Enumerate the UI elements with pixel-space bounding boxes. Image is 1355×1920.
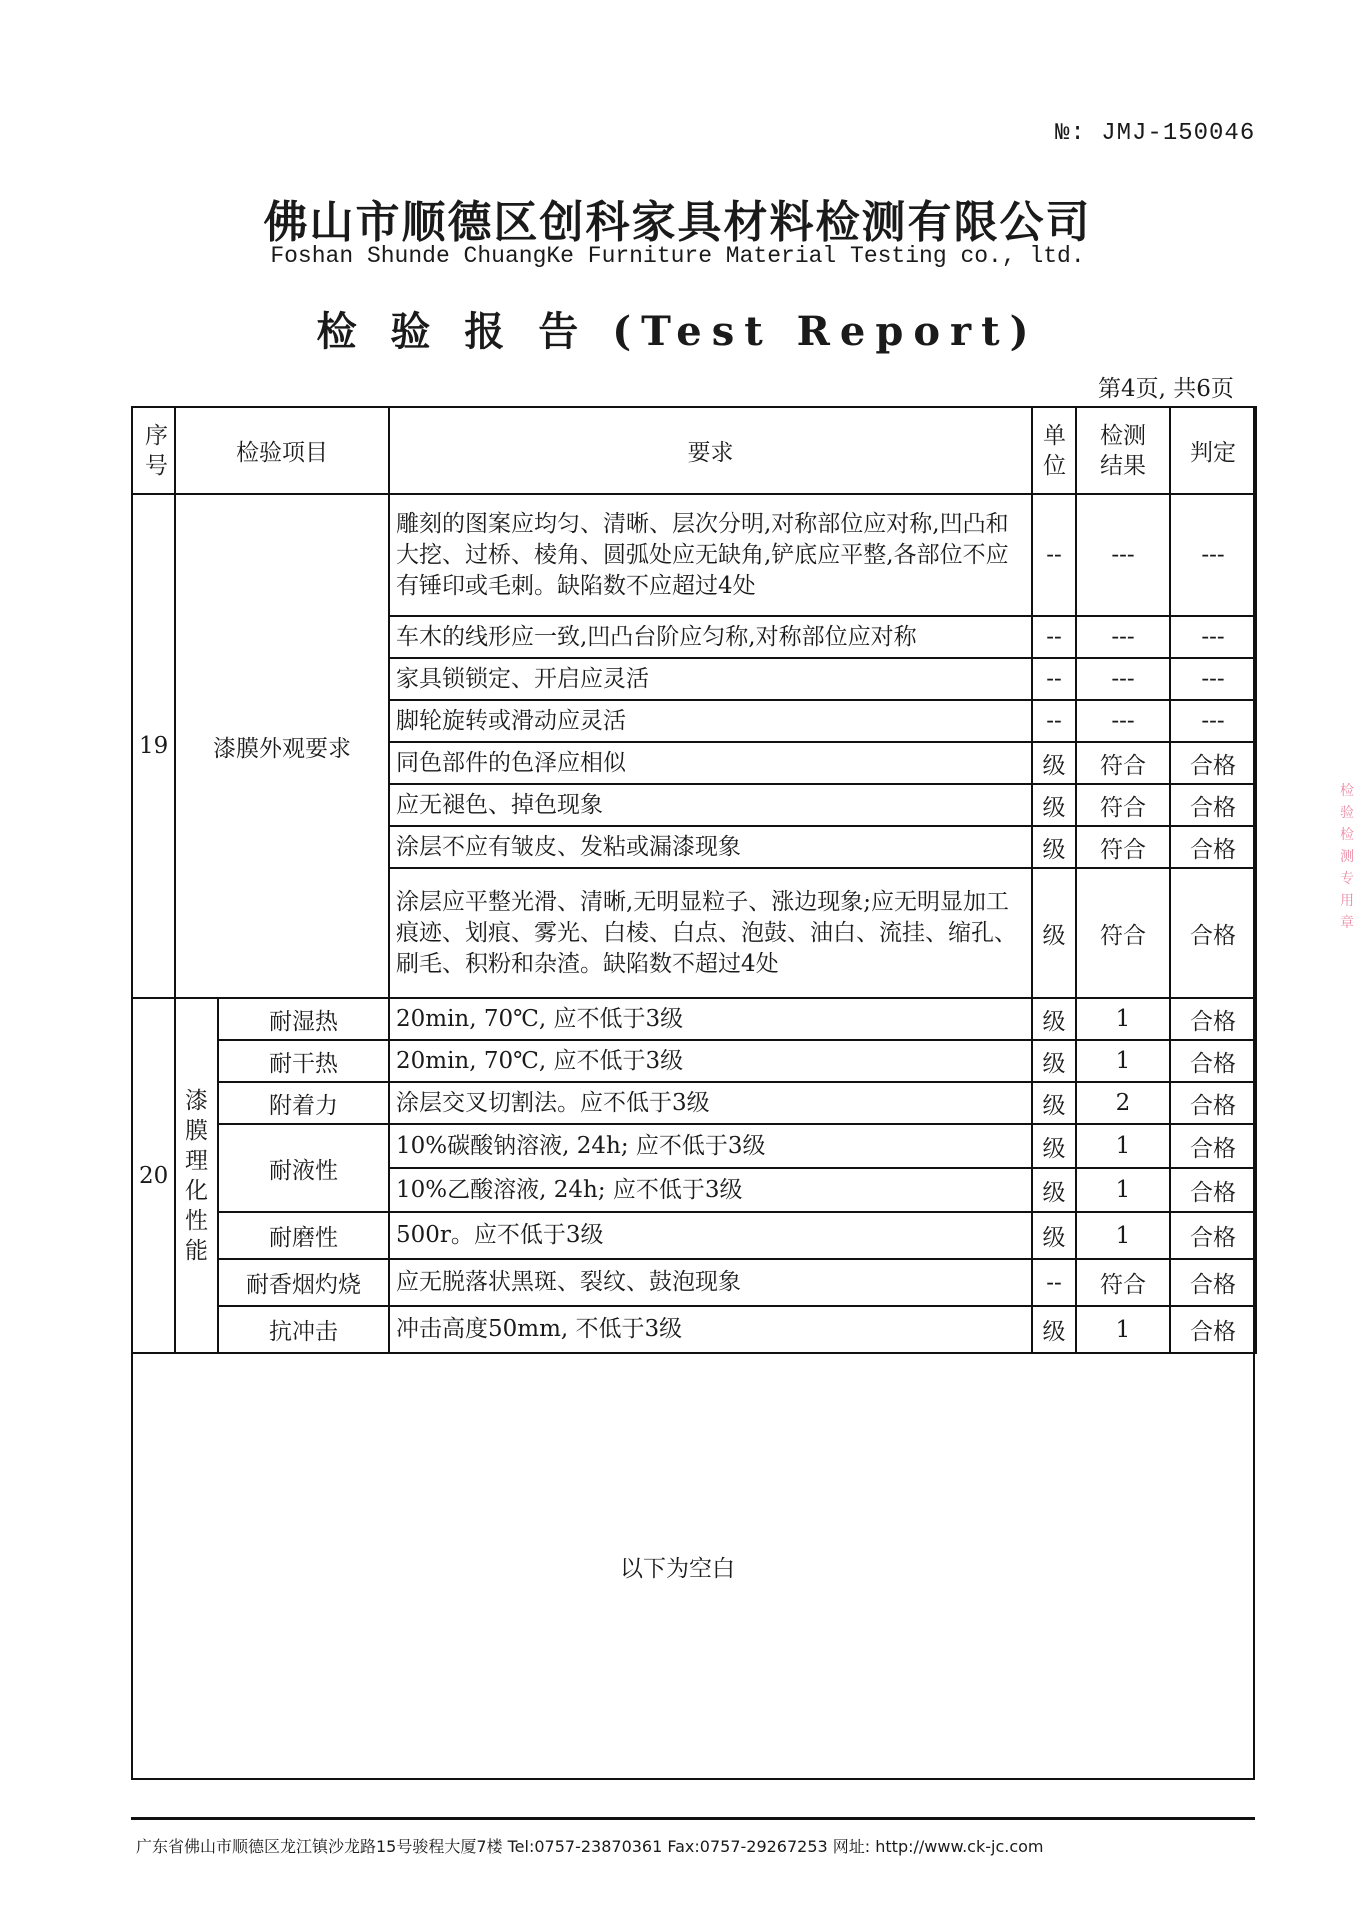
unit-cell: -- [1032, 1259, 1076, 1306]
result-cell: 符合 [1076, 784, 1170, 826]
section-19-seq: 19 [132, 494, 175, 998]
section-19-item: 漆膜外观要求 [175, 494, 389, 998]
result-cell: 1 [1076, 1124, 1170, 1168]
table-row [132, 1124, 1256, 1168]
requirement-cell: 同色部件的色泽应相似 [389, 742, 1032, 784]
requirement-cell: 应无褪色、掉色现象 [389, 784, 1032, 826]
unit-cell: -- [1032, 700, 1076, 742]
result-cell: 1 [1076, 1168, 1170, 1212]
footer-contact: 广东省佛山市顺德区龙江镇沙龙路15号骏程大厦7楼 Tel:0757-23870361 Fax:0757-29267253 网址: http://www.ck-jc.com [136, 1837, 1044, 1856]
unit-cell: 级 [1032, 998, 1076, 1040]
requirement-cell: 10%碳酸钠溶液, 24h; 应不低于3级 [389, 1124, 1032, 1168]
section-20-group-label: 漆膜理化性能 [185, 1087, 208, 1264]
verdict-cell: 合格 [1170, 826, 1256, 868]
verdict-cell: 合格 [1170, 742, 1256, 784]
unit-cell: 级 [1032, 1168, 1076, 1212]
unit-cell: 级 [1032, 742, 1076, 784]
requirement-cell: 脚轮旋转或滑动应灵活 [389, 700, 1032, 742]
unit-cell: 级 [1032, 1040, 1076, 1082]
unit-cell: -- [1032, 616, 1076, 658]
requirement-cell: 涂层交叉切割法。应不低于3级 [389, 1082, 1032, 1124]
header-verdict: 判定 [1170, 407, 1256, 494]
section-20-group [175, 998, 218, 1353]
verdict-cell: 合格 [1170, 998, 1256, 1040]
table-row [132, 998, 1256, 1040]
unit-cell: 级 [1032, 1212, 1076, 1259]
sub-item-cell: 耐液性 [218, 1124, 389, 1212]
stamp-text: 检验检测专用章 [1340, 783, 1354, 931]
requirement-cell: 应无脱落状黑斑、裂纹、鼓泡现象 [389, 1259, 1032, 1306]
result-cell: 符合 [1076, 868, 1170, 998]
sub-item-cell: 耐干热 [218, 1040, 389, 1082]
table-header-row [132, 407, 1256, 494]
requirement-cell: 涂层应平整光滑、清晰,无明显粒子、涨边现象;应无明显加工痕迹、划痕、雾光、白棱、白点、泡鼓、油白、流挂、缩孔、刷毛、积粉和杂渣。缺陷数不超过4处 [389, 868, 1032, 998]
verdict-cell: 合格 [1170, 1124, 1256, 1168]
requirement-cell: 冲击高度50mm, 不低于3级 [389, 1306, 1032, 1353]
requirement-cell: 车木的线形应一致,凹凸台阶应匀称,对称部位应对称 [389, 616, 1032, 658]
unit-cell: 级 [1032, 784, 1076, 826]
result-cell: 2 [1076, 1082, 1170, 1124]
header-item: 检验项目 [175, 407, 389, 494]
unit-cell: -- [1032, 658, 1076, 700]
result-cell: 符合 [1076, 742, 1170, 784]
unit-cell: 级 [1032, 826, 1076, 868]
result-cell: --- [1076, 700, 1170, 742]
verdict-cell: --- [1170, 658, 1256, 700]
unit-cell: 级 [1032, 868, 1076, 998]
result-cell: 1 [1076, 998, 1170, 1040]
requirement-cell: 雕刻的图案应均匀、清晰、层次分明,对称部位应对称,凹凸和大挖、过桥、棱角、圆弧处应无缺角,铲底应平整,各部位不应有锤印或毛刺。缺陷数不应超过4处 [389, 494, 1032, 616]
company-name-cn: 佛山市顺德区创科家具材料检测有限公司 [263, 197, 1092, 248]
company-name-en: Foshan Shunde ChuangKe Furniture Material Testing co., ltd. [270, 243, 1085, 269]
verdict-cell: 合格 [1170, 1306, 1256, 1353]
requirement-cell: 500r。应不低于3级 [389, 1212, 1032, 1259]
header-unit: 单位 [1032, 407, 1076, 494]
verdict-cell: 合格 [1170, 784, 1256, 826]
section-20-seq: 20 [132, 998, 175, 1353]
sub-item-cell: 抗冲击 [218, 1306, 389, 1353]
unit-cell: 级 [1032, 1124, 1076, 1168]
result-cell: 符合 [1076, 1259, 1170, 1306]
result-cell: 1 [1076, 1306, 1170, 1353]
table-row [132, 1212, 1256, 1259]
table-row [132, 1259, 1256, 1306]
report-title: 检 验 报 告 (Test Report) [316, 308, 1039, 355]
table-row [132, 494, 1256, 616]
table-row [132, 1306, 1256, 1353]
table-row [132, 1082, 1256, 1124]
page-indicator: 第4页, 共6页 [1098, 376, 1234, 402]
requirement-cell: 10%乙酸溶液, 24h; 应不低于3级 [389, 1168, 1032, 1212]
sub-item-cell: 耐湿热 [218, 998, 389, 1040]
table-row [132, 1040, 1256, 1082]
header-result: 检测结果 [1076, 407, 1170, 494]
footer-divider [131, 1817, 1255, 1820]
requirement-cell: 家具锁锁定、开启应灵活 [389, 658, 1032, 700]
verdict-cell: 合格 [1170, 1259, 1256, 1306]
verdict-cell: 合格 [1170, 1082, 1256, 1124]
inspection-table [131, 406, 1257, 1354]
requirement-cell: 20min, 70℃, 应不低于3级 [389, 1040, 1032, 1082]
verdict-cell: --- [1170, 494, 1256, 616]
blank-below-note: 以下为空白 [620, 1556, 735, 1582]
requirement-cell: 20min, 70℃, 应不低于3级 [389, 998, 1032, 1040]
report-number: №: JMJ-150046 [1055, 120, 1256, 147]
result-cell: 1 [1076, 1212, 1170, 1259]
header-seq: 序号 [132, 407, 175, 494]
verdict-cell: --- [1170, 616, 1256, 658]
result-cell: 符合 [1076, 826, 1170, 868]
unit-cell: 级 [1032, 1082, 1076, 1124]
verdict-cell: --- [1170, 700, 1256, 742]
sub-item-cell: 附着力 [218, 1082, 389, 1124]
result-cell: --- [1076, 616, 1170, 658]
sub-item-cell: 耐香烟灼烧 [218, 1259, 389, 1306]
result-cell: --- [1076, 494, 1170, 616]
unit-cell: -- [1032, 494, 1076, 616]
requirement-cell: 涂层不应有皱皮、发粘或漏漆现象 [389, 826, 1032, 868]
result-cell: --- [1076, 658, 1170, 700]
unit-cell: 级 [1032, 1306, 1076, 1353]
sub-item-cell: 耐磨性 [218, 1212, 389, 1259]
result-cell: 1 [1076, 1040, 1170, 1082]
verdict-cell: 合格 [1170, 1040, 1256, 1082]
verdict-cell: 合格 [1170, 868, 1256, 998]
verdict-cell: 合格 [1170, 1168, 1256, 1212]
header-requirement: 要求 [389, 407, 1032, 494]
verdict-cell: 合格 [1170, 1212, 1256, 1259]
red-seal-stamp [1340, 780, 1355, 1010]
